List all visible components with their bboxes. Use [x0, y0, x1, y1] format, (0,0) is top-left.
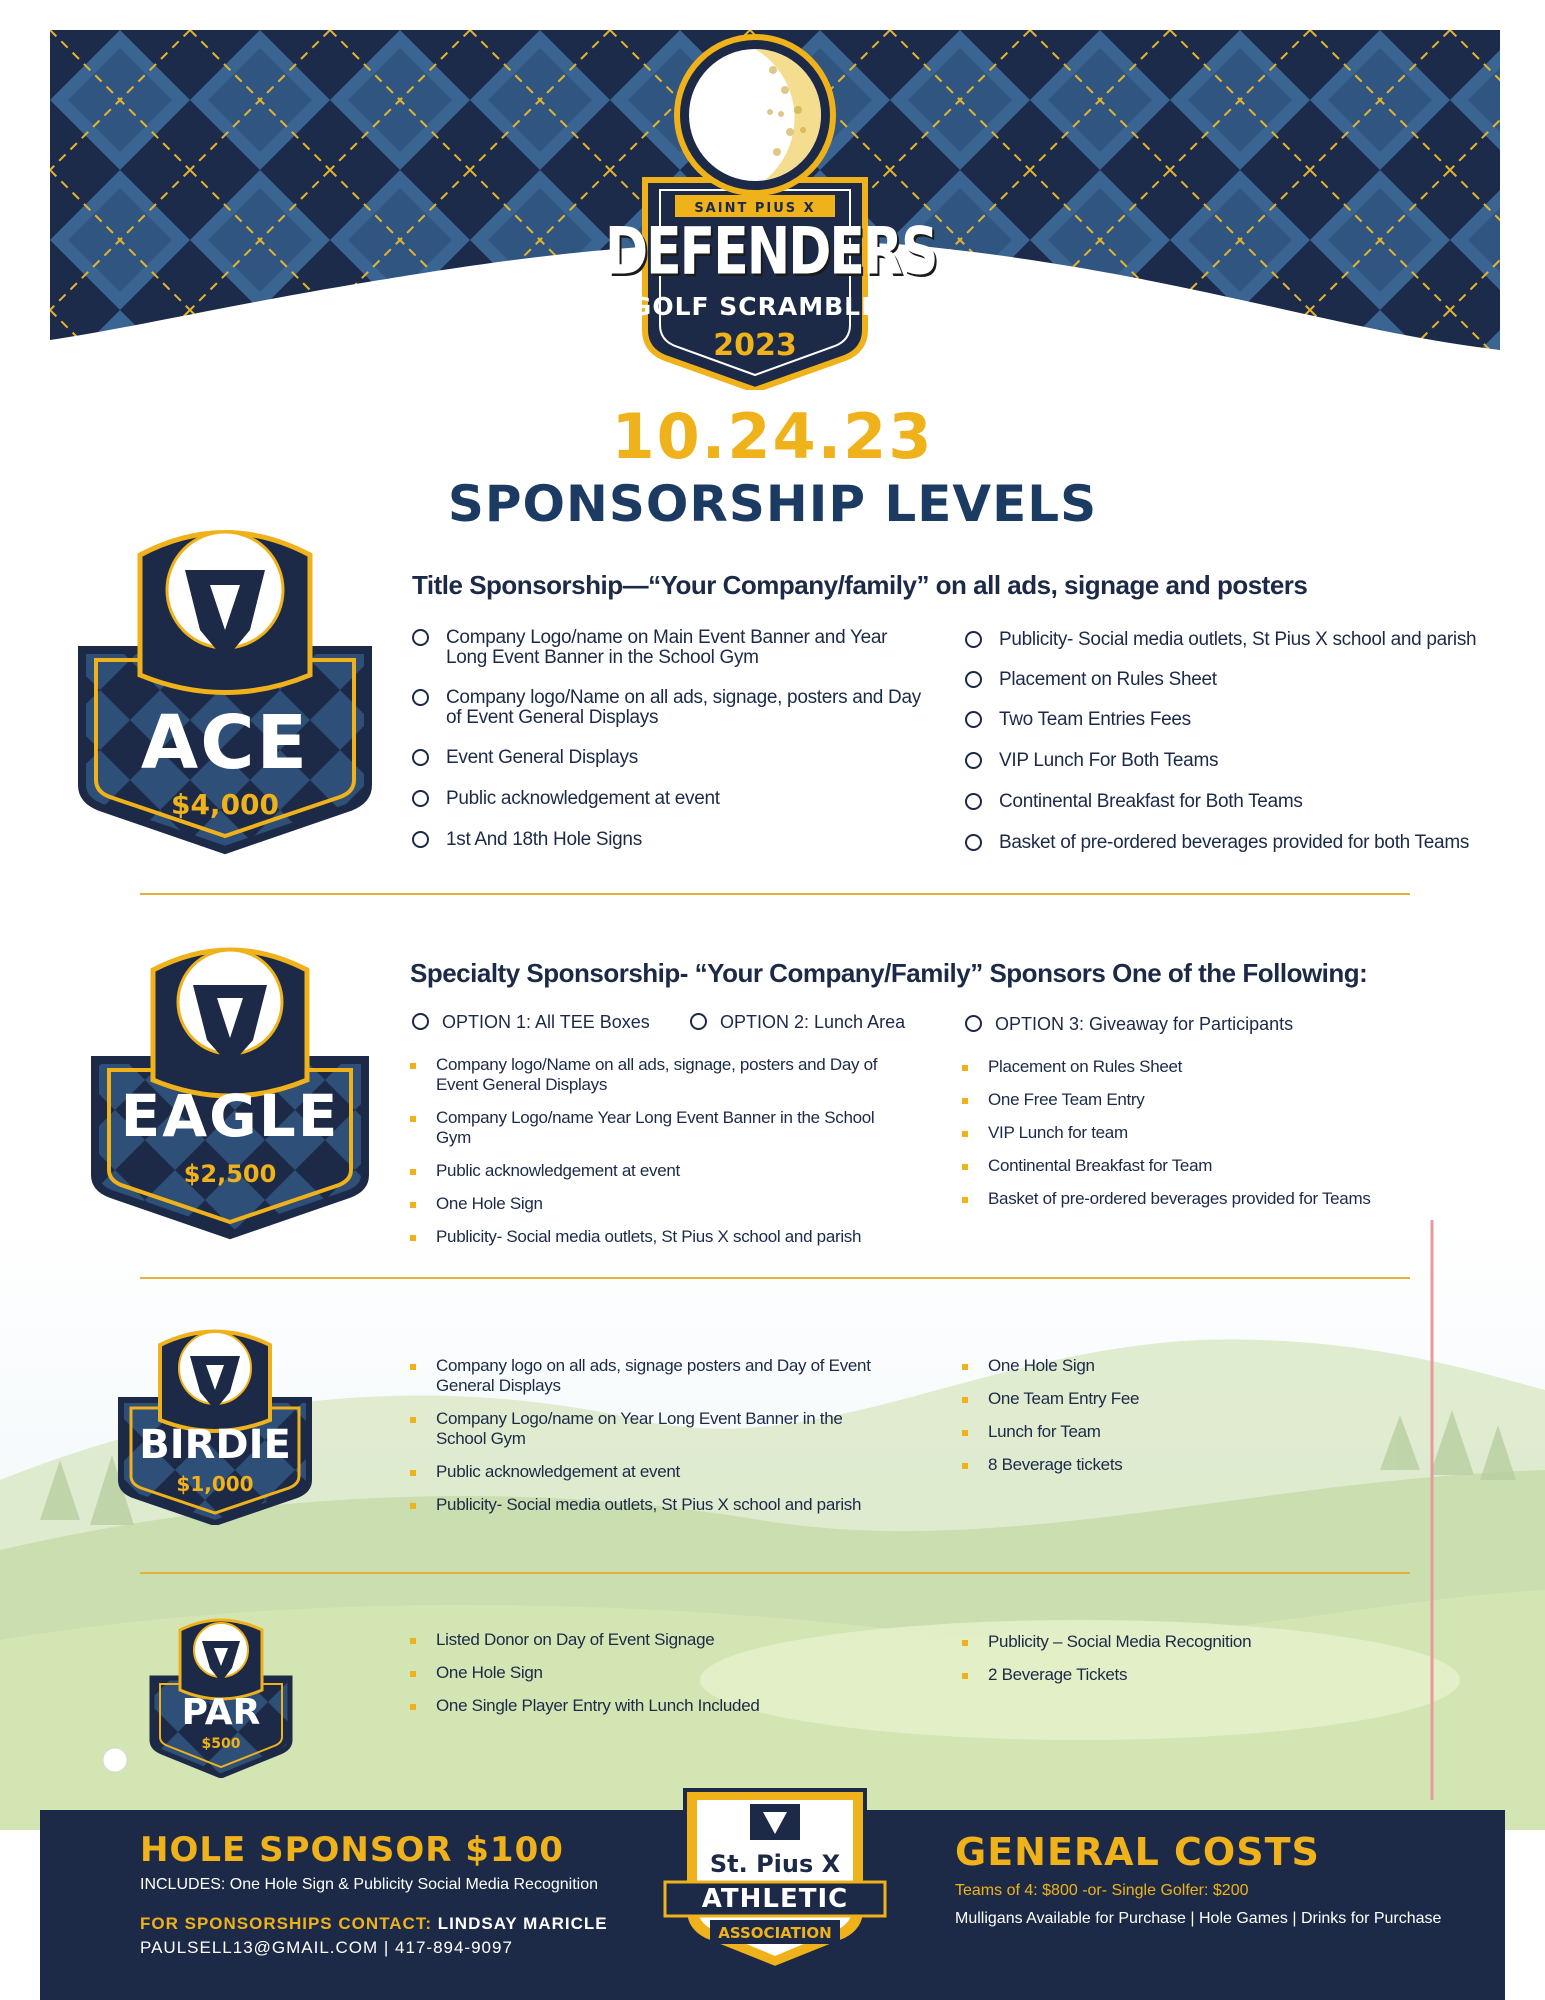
section-divider [140, 1572, 1410, 1574]
square-bullet-icon [410, 1470, 416, 1476]
circle-bullet-icon [412, 1013, 429, 1030]
list-item: 2 Beverage Tickets [962, 1665, 1362, 1685]
circle-bullet-icon [965, 793, 982, 810]
birdie-tier-name: BIRDIE [139, 1422, 291, 1468]
circle-bullet-icon [412, 689, 429, 706]
list-item: VIP Lunch For Both Teams [965, 751, 1485, 771]
list-item: Lunch for Team [962, 1422, 1362, 1442]
list-item: Basket of pre-ordered beverages provided for Teams [962, 1189, 1462, 1209]
ace-benefits-left [412, 628, 932, 850]
hole-sponsor-title: HOLE SPONSOR $100 [140, 1830, 564, 1870]
ace-tier-badge [70, 510, 380, 855]
contact-name: LINDSAY MARICLE [437, 1914, 608, 1933]
list-item: Two Team Entries Fees [965, 710, 1485, 730]
contact-label: FOR SPONSORSHIPS CONTACT: [140, 1914, 438, 1933]
circle-bullet-icon [965, 631, 982, 648]
list-item: VIP Lunch for team [962, 1123, 1462, 1143]
eagle-heading: Specialty Sponsorship- “Your Company/Family” Sponsors One of the Following: [410, 958, 1368, 988]
badge-title: DEFENDERS [605, 214, 937, 290]
square-bullet-icon [962, 1131, 968, 1137]
circle-bullet-icon [965, 752, 982, 769]
list-item: 8 Beverage tickets [962, 1455, 1362, 1475]
square-bullet-icon [410, 1364, 416, 1370]
square-bullet-icon [410, 1417, 416, 1423]
badge-subtitle: GOLF SCRAMBLE [630, 292, 880, 321]
eagle-option-2: OPTION 2: Lunch Area [690, 1012, 905, 1032]
square-bullet-icon [962, 1673, 968, 1679]
square-bullet-icon [962, 1364, 968, 1370]
event-date: 10.24.23 [611, 400, 934, 473]
circle-bullet-icon [412, 790, 429, 807]
square-bullet-icon [410, 1063, 416, 1069]
list-item: Company Logo/name on Main Event Banner and Year Long Event Banner in the School Gym [412, 628, 932, 668]
list-item: Company Logo/name Year Long Event Banner in the School Gym [410, 1108, 890, 1148]
square-bullet-icon [410, 1671, 416, 1677]
logo-name: St. Pius X [709, 1850, 841, 1878]
square-bullet-icon [410, 1169, 416, 1175]
circle-bullet-icon [690, 1013, 707, 1030]
list-item: 1st And 18th Hole Signs [412, 830, 932, 850]
contact-details: PAULSELL13@GMAIL.COM | 417-894-9097 [140, 1938, 513, 1957]
eagle-option-1: OPTION 1: All TEE Boxes [412, 1012, 650, 1032]
general-extras: Mulligans Available for Purchase | Hole Games | Drinks for Purchase [955, 1910, 1442, 1927]
square-bullet-icon [962, 1197, 968, 1203]
list-item: Placement on Rules Sheet [962, 1057, 1462, 1077]
circle-bullet-icon [965, 671, 982, 688]
eagle-benefits-right [962, 1057, 1462, 1209]
section-divider [140, 893, 1410, 895]
list-item: One Free Team Entry [962, 1090, 1462, 1110]
square-bullet-icon [962, 1463, 968, 1469]
list-item: Listed Donor on Day of Event Signage [410, 1630, 890, 1650]
square-bullet-icon [962, 1098, 968, 1104]
list-item: One Team Entry Fee [962, 1389, 1362, 1409]
list-item: Company logo/Name on all ads, signage, posters and Day of Event General Displays [412, 688, 932, 728]
circle-bullet-icon [412, 629, 429, 646]
list-item: Publicity – Social Media Recognition [962, 1632, 1362, 1652]
birdie-tier-price: $1,000 [176, 1472, 254, 1496]
list-item: Publicity- Social media outlets, St Pius X school and parish [965, 630, 1485, 650]
par-tier-price: $500 [201, 1736, 241, 1752]
list-item: Company logo on all ads, signage posters and Day of Event General Displays [410, 1356, 890, 1396]
square-bullet-icon [410, 1235, 416, 1241]
par-tier-badge [148, 1612, 294, 1778]
square-bullet-icon [962, 1430, 968, 1436]
list-item: Basket of pre-ordered beverages provided for both Teams [965, 833, 1485, 853]
square-bullet-icon [962, 1164, 968, 1170]
athletic-association-logo [655, 1780, 895, 1970]
teams-price: Teams of 4: $800 -or- Single Golfer: $200 [955, 1882, 1249, 1899]
ace-tier-price: $4,000 [170, 788, 280, 821]
list-item: One Hole Sign [410, 1663, 890, 1683]
circle-bullet-icon [965, 834, 982, 851]
list-item: One Hole Sign [410, 1194, 890, 1214]
badge-year: 2023 [713, 328, 797, 363]
square-bullet-icon [410, 1202, 416, 1208]
eagle-tier-price: $2,500 [183, 1160, 277, 1188]
circle-bullet-icon [965, 1015, 982, 1032]
list-item: Public acknowledgement at event [410, 1462, 890, 1482]
ace-benefits-right [965, 630, 1485, 853]
list-item: Company logo/Name on all ads, signage, posters and Day of Event General Displays [410, 1055, 890, 1095]
defenders-golf-scramble-logo [605, 30, 937, 390]
list-item: Event General Displays [412, 748, 932, 768]
square-bullet-icon [962, 1640, 968, 1646]
circle-bullet-icon [965, 711, 982, 728]
eagle-benefits-left [410, 1055, 890, 1247]
eagle-tier-name: EAGLE [120, 1082, 340, 1150]
eagle-option-3: OPTION 3: Giveaway for Participants [965, 1014, 1293, 1034]
list-item: Publicity- Social media outlets, St Pius X school and parish [410, 1227, 890, 1247]
ace-heading: Title Sponsorship—“Your Company/family” on all ads, signage and posters [412, 570, 1308, 600]
circle-bullet-icon [412, 749, 429, 766]
badge-school-name: SAINT PIUS X [694, 201, 816, 216]
sponsorship-contact [140, 1914, 608, 1934]
birdie-benefits-left [410, 1356, 890, 1515]
list-item: Publicity- Social media outlets, St Pius X school and parish [410, 1495, 890, 1515]
hole-sponsor-includes: INCLUDES: One Hole Sign & Publicity Social Media Recognition [140, 1876, 598, 1893]
par-tier-name: PAR [181, 1692, 261, 1733]
par-benefits-left [410, 1630, 890, 1716]
birdie-tier-badge [115, 1320, 315, 1525]
square-bullet-icon [962, 1397, 968, 1403]
birdie-benefits-right [962, 1356, 1362, 1475]
square-bullet-icon [410, 1638, 416, 1644]
square-bullet-icon [410, 1704, 416, 1710]
list-item: Placement on Rules Sheet [965, 670, 1485, 690]
circle-bullet-icon [412, 831, 429, 848]
square-bullet-icon [410, 1503, 416, 1509]
logo-association: ASSOCIATION [718, 1924, 832, 1942]
list-item: Continental Breakfast for Team [962, 1156, 1462, 1176]
section-divider [140, 1277, 1410, 1279]
general-costs-title: GENERAL COSTS [955, 1830, 1320, 1874]
list-item: Company Logo/name on Year Long Event Banner in the School Gym [410, 1409, 890, 1449]
page-title: SPONSORSHIP LEVELS [447, 475, 1098, 533]
eagle-tier-badge [85, 930, 375, 1240]
logo-athletic: ATHLETIC [701, 1884, 849, 1914]
list-item: Public acknowledgement at event [410, 1161, 890, 1181]
par-benefits-right [962, 1632, 1362, 1685]
ace-tier-name: ACE [140, 700, 310, 786]
square-bullet-icon [962, 1065, 968, 1071]
list-item: Public acknowledgement at event [412, 789, 932, 809]
list-item: Continental Breakfast for Both Teams [965, 792, 1485, 812]
list-item: One Single Player Entry with Lunch Included [410, 1696, 890, 1716]
list-item: One Hole Sign [962, 1356, 1362, 1376]
square-bullet-icon [410, 1116, 416, 1122]
